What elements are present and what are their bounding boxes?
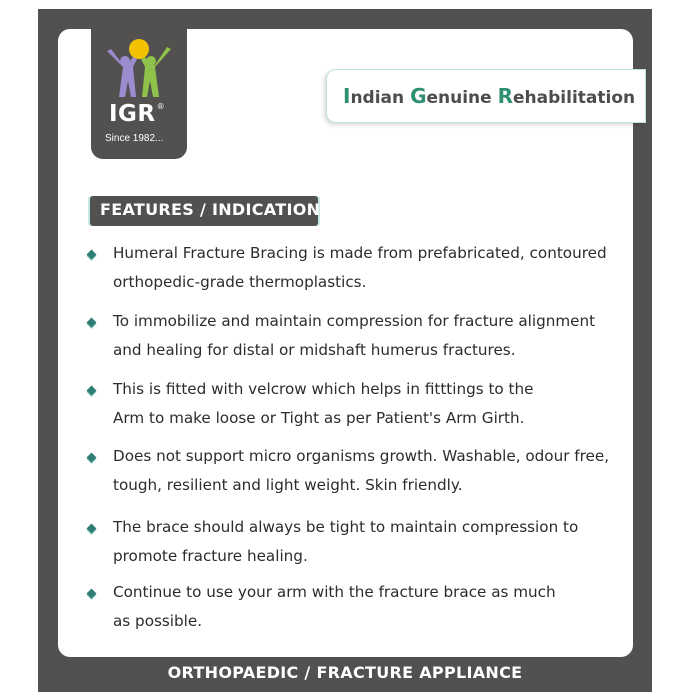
- logo: [91, 29, 187, 159]
- feature-text: This is fitted with velcrow which helps in fitttings to the Arm to make loose or Tight as per Patient's Arm Girth.: [113, 380, 534, 427]
- people-celebrating-icon: [103, 37, 175, 109]
- section-heading: [90, 196, 321, 226]
- section-title: FEATURES / INDICATION: [100, 200, 321, 219]
- logo-wordmark: IGR®: [109, 101, 166, 127]
- brand-banner: [326, 69, 646, 123]
- feature-text: The brace should always be tight to maintain compression to promote fracture healing.: [113, 518, 579, 565]
- brand-title: Indian Genuine Rehabilitation: [343, 84, 636, 108]
- feature-text: Does not support micro organisms growth. Washable, odour free, tough, resilient and light weight. Skin friendly.: [113, 447, 610, 494]
- footer-label: ORTHOPAEDIC / FRACTURE APPLIANCE: [167, 663, 523, 682]
- feature-text: To immobilize and maintain compression for fracture alignment and healing for distal or midshaft humerus fractures.: [113, 312, 596, 359]
- logo-since-text: Since 1982...: [105, 133, 164, 144]
- feature-text: Humeral Fracture Bracing is made from prefabricated, contoured orthopedic-grade thermoplastics.: [113, 244, 607, 291]
- feature-text: Continue to use your arm with the fracture brace as much as possible.: [113, 583, 556, 630]
